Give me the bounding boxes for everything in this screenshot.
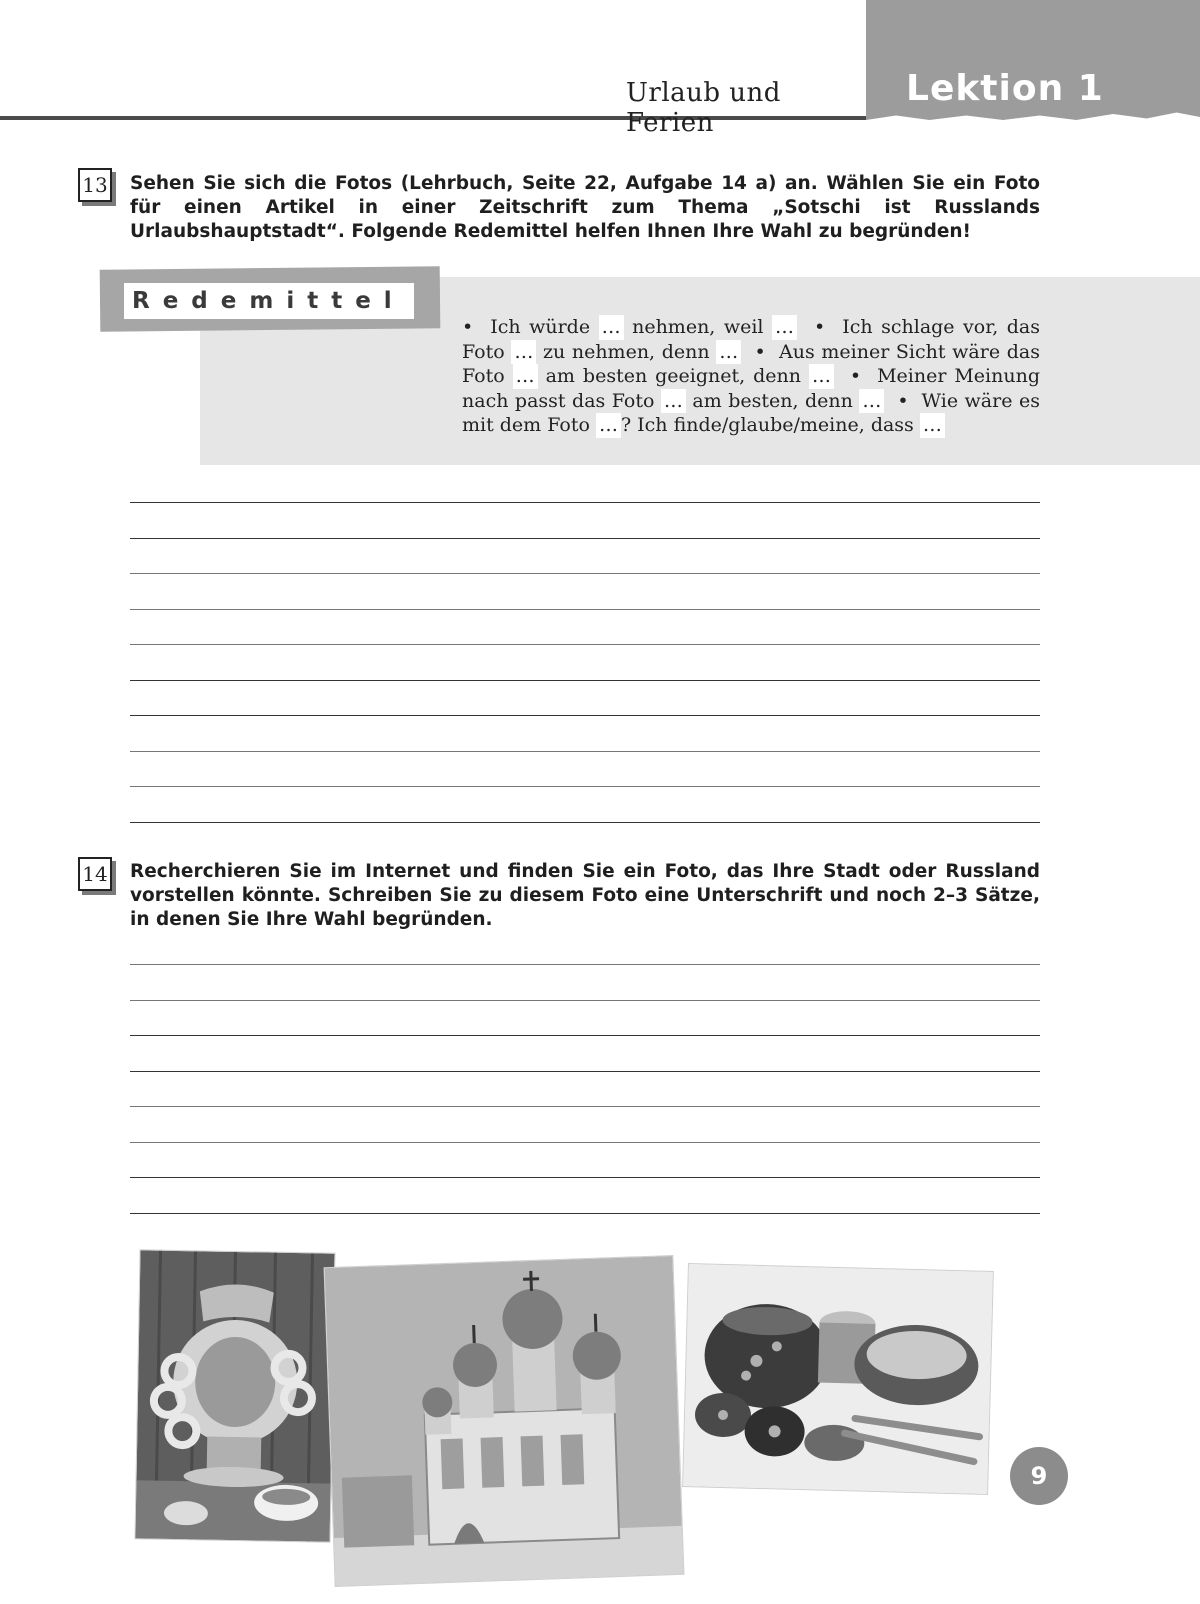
writing-line[interactable]	[130, 644, 1040, 645]
phrase-5b: ? Ich finde/glaube/meine, dass	[620, 414, 914, 436]
writing-line[interactable]	[130, 1000, 1040, 1001]
writing-line[interactable]	[130, 609, 1040, 610]
samovar-image	[136, 1250, 335, 1541]
writing-line[interactable]	[130, 680, 1040, 681]
task-number-14: 14	[78, 857, 112, 891]
photo-cathedral	[325, 1256, 684, 1586]
ellipsis: …	[716, 340, 741, 365]
bullet: •	[754, 340, 766, 363]
phrase-2a: Ich schlage vor, das Foto	[462, 316, 1040, 363]
khokhloma-image	[683, 1264, 993, 1494]
section-title: Urlaub und Ferien	[626, 78, 781, 138]
cathedral-image	[325, 1256, 684, 1586]
ellipsis: …	[809, 364, 834, 389]
lesson-label: Lektion 1	[906, 68, 1104, 109]
phrase-5a: Wie wäre es mit dem Foto	[462, 389, 1040, 436]
ellipsis: …	[511, 340, 536, 365]
task-number-13: 13	[78, 168, 112, 202]
bullet: •	[814, 316, 826, 338]
ellipsis: …	[920, 413, 945, 438]
redemittel-label: Redemittel	[124, 283, 414, 319]
writing-line[interactable]	[130, 1177, 1040, 1178]
writing-line[interactable]	[130, 502, 1040, 503]
phrase-4a: Meiner Meinung nach passt das Foto	[462, 365, 1041, 412]
phrase-3a: Aus meiner Sicht wäre das Foto	[462, 340, 1040, 387]
writing-line[interactable]	[130, 1035, 1040, 1036]
phrase-1a: Ich würde	[490, 316, 591, 338]
writing-line[interactable]	[130, 1213, 1040, 1214]
bullet: •	[849, 365, 862, 387]
redemittel-phrases	[462, 315, 1040, 438]
ellipsis: …	[513, 364, 538, 389]
task-13-instruction: Sehen Sie sich die Fotos (Lehrbuch, Seite 22, Aufgabe 14 a) an. Wählen Sie ein Foto für einen Artikel in einer Zeitschrift zum Thema „Sotschi ist Russlands Urlaubshauptstadt“. Folgende Redemittel helfen Ihnen Ihre Wahl zu begründen!	[130, 173, 1040, 242]
writing-line[interactable]	[130, 715, 1040, 716]
writing-line[interactable]	[130, 822, 1040, 823]
writing-line[interactable]	[130, 1071, 1040, 1072]
ellipsis: …	[596, 413, 621, 438]
phrase-2b: zu nehmen, denn	[542, 340, 710, 363]
phrase-3b: am besten geeignet, denn	[545, 365, 802, 387]
page-number: 9	[1010, 1447, 1068, 1505]
ellipsis: …	[599, 315, 624, 340]
bullet: •	[897, 389, 909, 412]
writing-line[interactable]	[130, 573, 1040, 574]
writing-line[interactable]	[130, 751, 1040, 752]
writing-line[interactable]	[130, 786, 1040, 787]
photo-khokhloma	[683, 1264, 993, 1494]
photo-samovar	[136, 1250, 335, 1541]
bullet: •	[462, 316, 474, 338]
writing-line[interactable]	[130, 538, 1040, 539]
phrase-1b: nehmen, weil	[632, 316, 764, 338]
ellipsis: …	[772, 315, 797, 340]
phrase-4b: am besten, denn	[692, 389, 853, 412]
task-14-instruction: Recherchieren Sie im Internet und finden Sie ein Foto, das Ihre Stadt oder Russland vorstellen könnte. Schreiben Sie zu diesem Foto eine Unterschrift und noch 2–3 Sätze, in denen Sie Ihre Wahl begründen.	[130, 861, 1040, 930]
ellipsis: …	[661, 389, 686, 414]
writing-line[interactable]	[130, 1106, 1040, 1107]
writing-line[interactable]	[130, 964, 1040, 965]
ellipsis: …	[859, 389, 884, 414]
writing-line[interactable]	[130, 1142, 1040, 1143]
